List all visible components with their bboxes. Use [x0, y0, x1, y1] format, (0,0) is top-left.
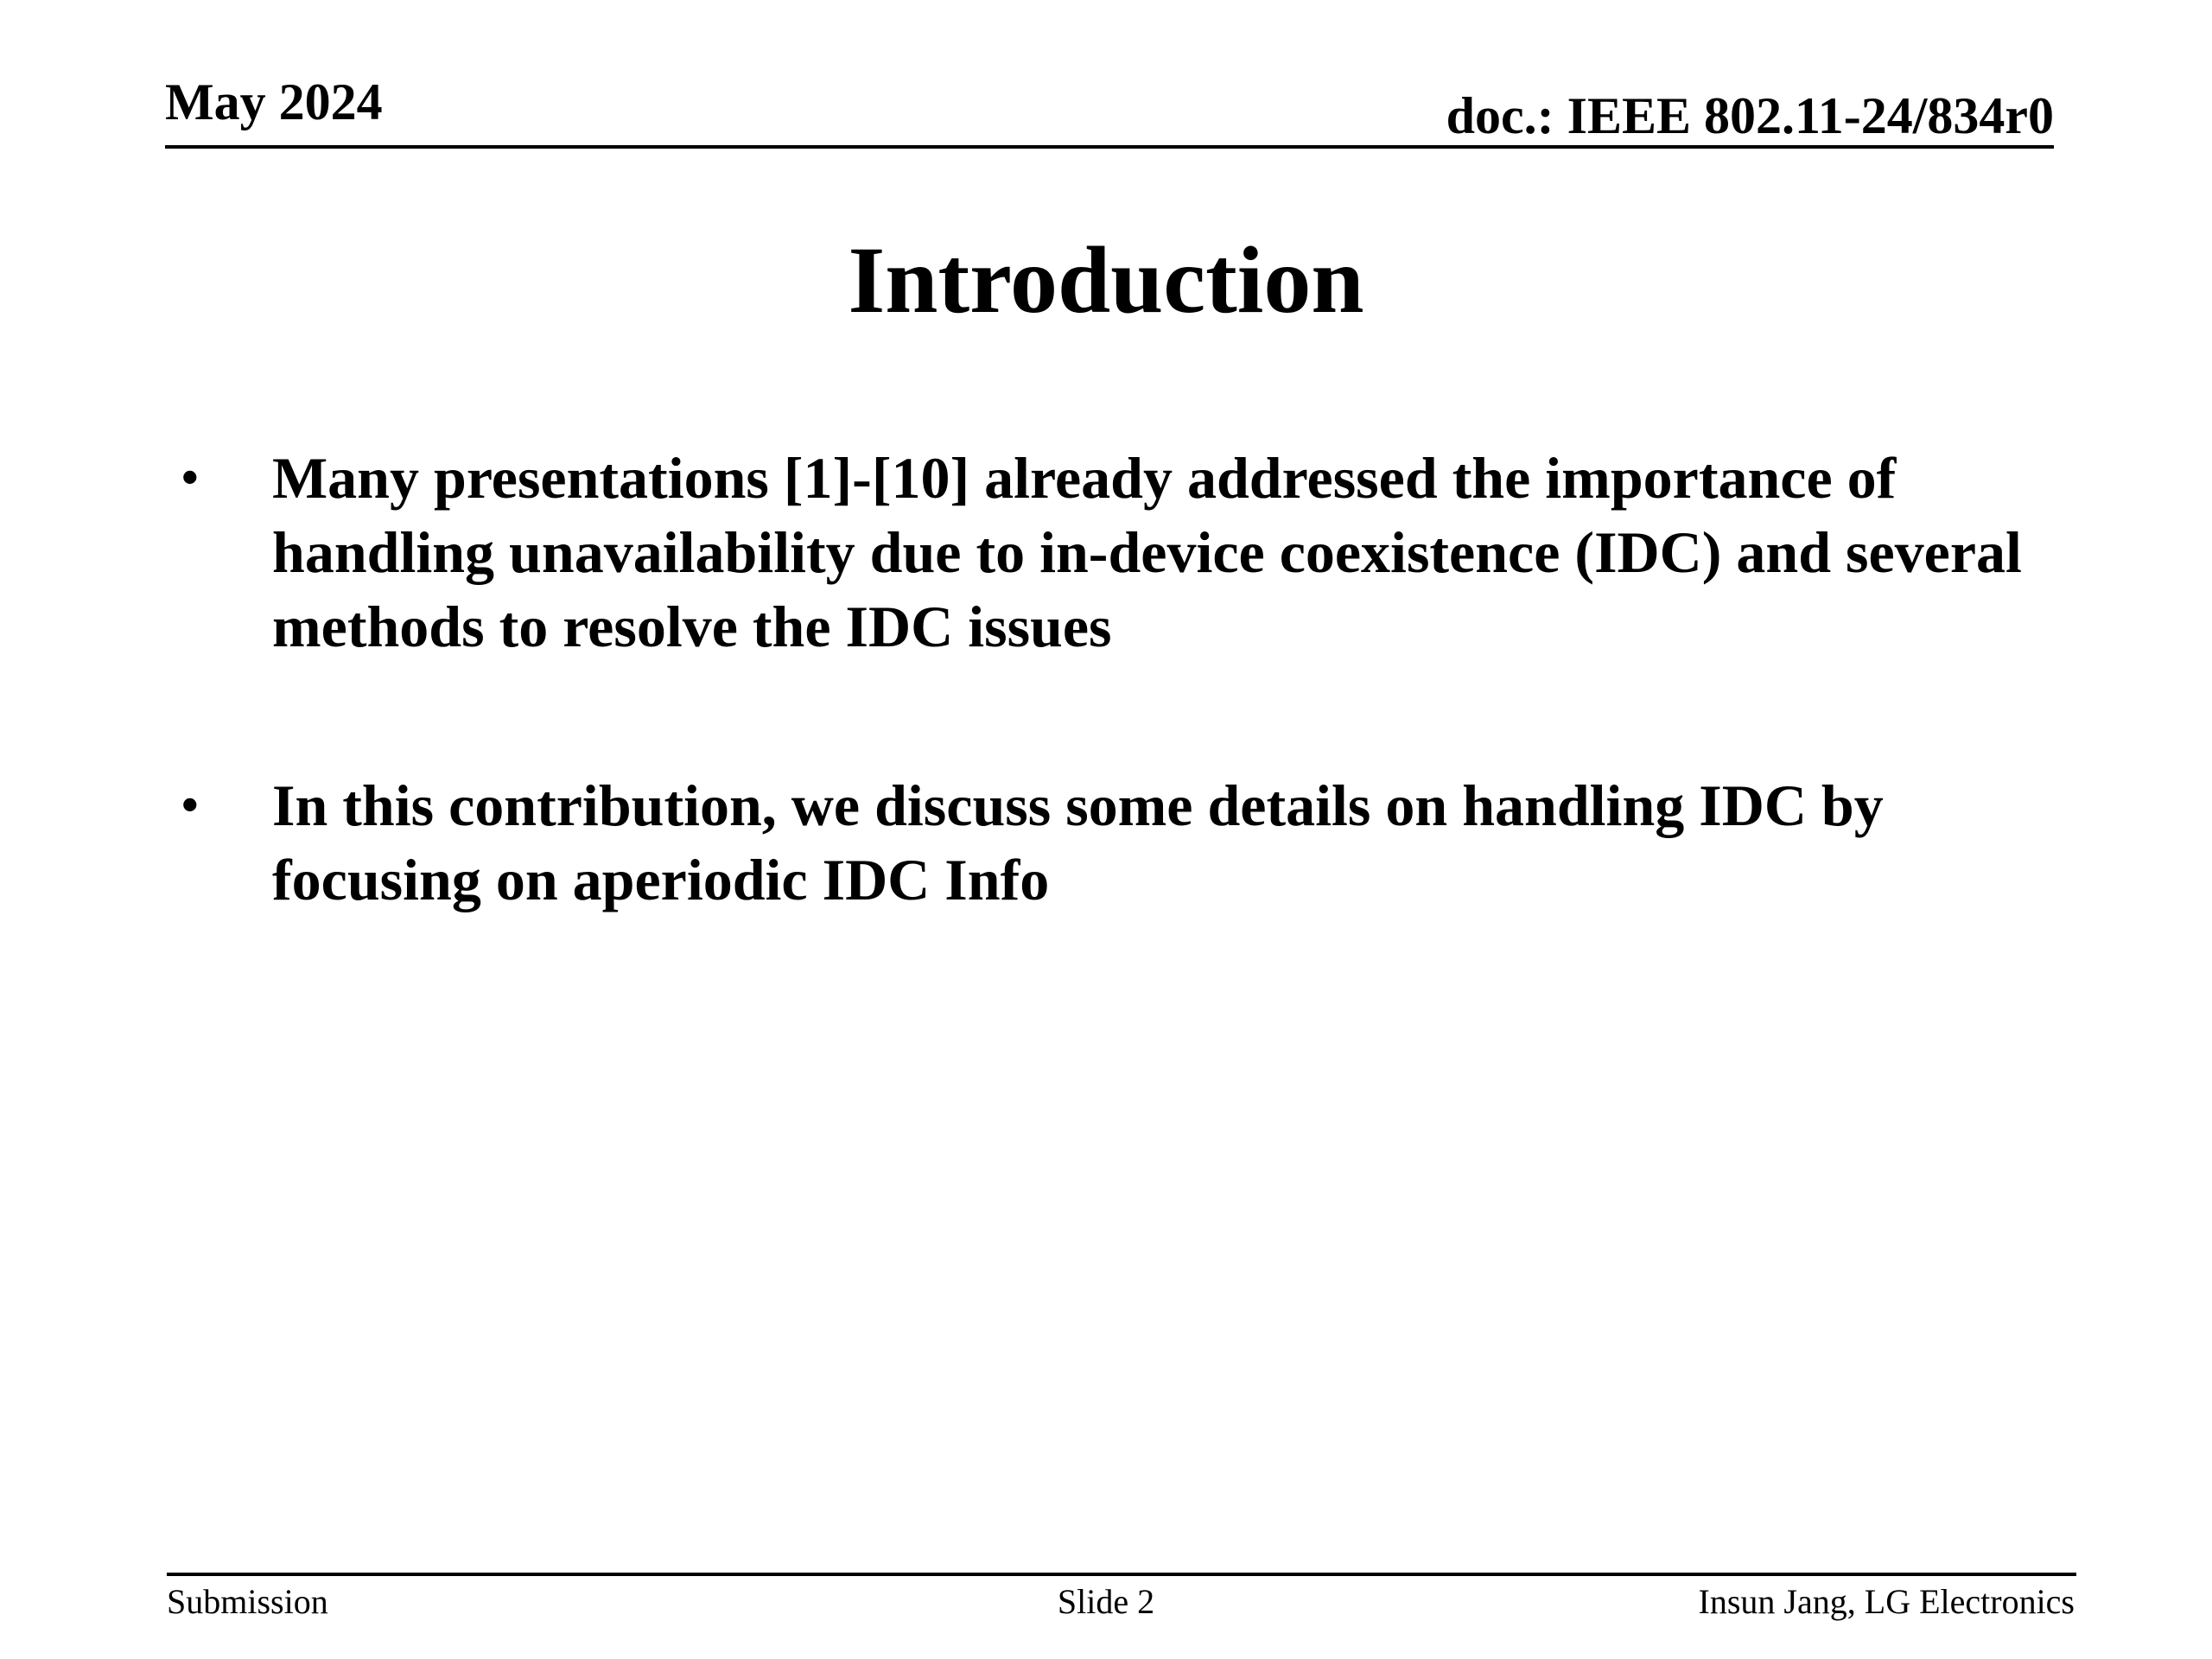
slide-title: Introduction — [848, 227, 1364, 333]
bullet-text: In this contribution, we discuss some details on handling IDC by focusing on aperiodic IDC Info — [272, 772, 1884, 912]
footer-submission: Submission — [167, 1582, 328, 1621]
bullet-item — [181, 441, 2074, 664]
header-divider — [165, 145, 2054, 149]
bullet-marker: • — [181, 779, 199, 832]
footer-slide-number: Slide 2 — [1057, 1582, 1155, 1621]
bullet-item — [181, 768, 2074, 917]
header-date: May 2024 — [165, 73, 383, 130]
header-doc-id: doc.: IEEE 802.11-24/834r0 — [1446, 87, 2054, 144]
footer-author: Insun Jang, LG Electronics — [1698, 1582, 2075, 1621]
bullet-marker: • — [181, 451, 199, 505]
footer-divider — [167, 1573, 2076, 1576]
bullet-text: Many presentations [1]-[10] already addressed the importance of handling unavailability due to in-device coexistence (IDC) and several methods to resolve the IDC issues — [272, 445, 2022, 659]
